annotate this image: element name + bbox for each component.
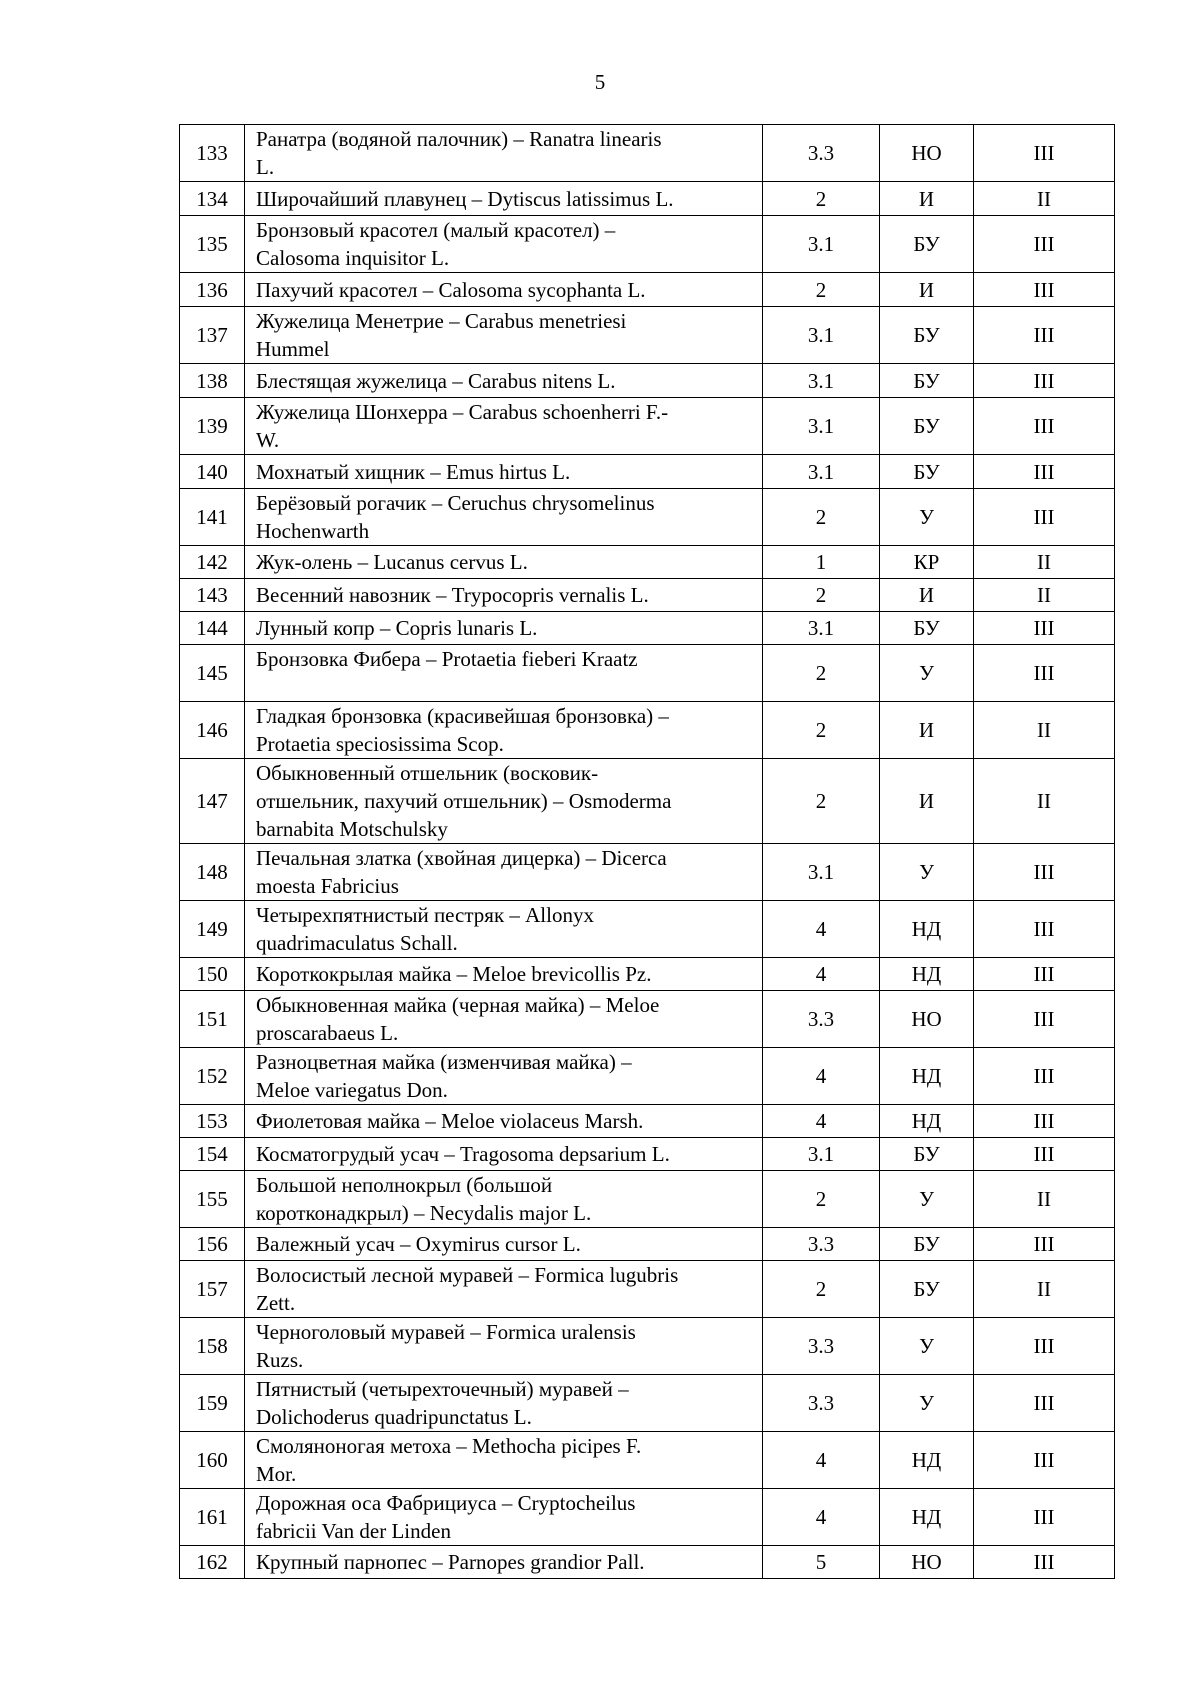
category-cell: 3.1 bbox=[763, 216, 880, 273]
species-name-cell: Мохнатый хищник – Emus hirtus L. bbox=[245, 455, 763, 489]
row-number-cell: 157 bbox=[180, 1261, 245, 1318]
row-number-cell: 136 bbox=[180, 273, 245, 307]
species-name-cell: Косматогрудый усач – Tragosoma depsarium L. bbox=[245, 1138, 763, 1171]
category-cell: 3.1 bbox=[763, 1138, 880, 1171]
row-number-cell: 138 bbox=[180, 364, 245, 398]
status-cell: НД bbox=[880, 1432, 974, 1489]
red-book-cell: III bbox=[974, 1228, 1115, 1261]
red-book-cell: III bbox=[974, 1318, 1115, 1375]
category-cell: 2 bbox=[763, 1171, 880, 1228]
status-cell: БУ bbox=[880, 1261, 974, 1318]
category-cell: 4 bbox=[763, 901, 880, 958]
table-row bbox=[180, 546, 1115, 579]
red-book-cell: III bbox=[974, 844, 1115, 901]
row-number-cell: 143 bbox=[180, 579, 245, 612]
row-number-cell: 140 bbox=[180, 455, 245, 489]
red-book-cell: III bbox=[974, 901, 1115, 958]
species-name-cell: Жук-олень – Lucanus cervus L. bbox=[245, 546, 763, 579]
species-name-cell: Широчайший плавунец – Dytiscus latissimus L. bbox=[245, 182, 763, 216]
row-number-cell: 153 bbox=[180, 1105, 245, 1138]
table-row bbox=[180, 1375, 1115, 1432]
status-cell: И bbox=[880, 759, 974, 844]
category-cell: 2 bbox=[763, 1261, 880, 1318]
table-row bbox=[180, 612, 1115, 645]
status-cell: НД bbox=[880, 1489, 974, 1546]
row-number-cell: 137 bbox=[180, 307, 245, 364]
red-book-cell: II bbox=[974, 702, 1115, 759]
status-cell: НО bbox=[880, 125, 974, 182]
category-cell: 3.3 bbox=[763, 1375, 880, 1432]
table-row bbox=[180, 1432, 1115, 1489]
row-number-cell: 150 bbox=[180, 958, 245, 991]
table-row bbox=[180, 1318, 1115, 1375]
row-number-cell: 133 bbox=[180, 125, 245, 182]
red-book-cell: III bbox=[974, 1105, 1115, 1138]
table-row bbox=[180, 991, 1115, 1048]
page-number: 5 bbox=[594, 70, 606, 94]
species-name-cell: Фиолетовая майка – Meloe violaceus Marsh. bbox=[245, 1105, 763, 1138]
red-book-cell: III bbox=[974, 273, 1115, 307]
species-name-cell: Ранатра (водяной палочник) – Ranatra linearis L. bbox=[245, 125, 763, 182]
status-cell: БУ bbox=[880, 216, 974, 273]
table-row bbox=[180, 901, 1115, 958]
category-cell: 4 bbox=[763, 1105, 880, 1138]
species-name-cell: Печальная златка (хвойная дицерка) – Dicerca moesta Fabricius bbox=[245, 844, 763, 901]
row-number-cell: 161 bbox=[180, 1489, 245, 1546]
category-cell: 3.1 bbox=[763, 455, 880, 489]
species-name-cell: Дорожная оса Фабрициуса – Cryptocheilus fabricii Van der Linden bbox=[245, 1489, 763, 1546]
red-book-cell: III bbox=[974, 645, 1115, 702]
table-row bbox=[180, 125, 1115, 182]
row-number-cell: 144 bbox=[180, 612, 245, 645]
table-row bbox=[180, 307, 1115, 364]
red-book-cell: II bbox=[974, 1171, 1115, 1228]
red-book-cell: III bbox=[974, 1375, 1115, 1432]
red-book-cell: III bbox=[974, 1138, 1115, 1171]
status-cell: КР bbox=[880, 546, 974, 579]
category-cell: 3.3 bbox=[763, 1228, 880, 1261]
status-cell: БУ bbox=[880, 612, 974, 645]
status-cell: НД bbox=[880, 958, 974, 991]
species-name-cell: Разноцветная майка (изменчивая майка) – Meloe variegatus Don. bbox=[245, 1048, 763, 1105]
table-row bbox=[180, 579, 1115, 612]
table-row bbox=[180, 1228, 1115, 1261]
category-cell: 3.3 bbox=[763, 1318, 880, 1375]
row-number-cell: 135 bbox=[180, 216, 245, 273]
row-number-cell: 160 bbox=[180, 1432, 245, 1489]
table-row bbox=[180, 1105, 1115, 1138]
table-row bbox=[180, 844, 1115, 901]
status-cell: НД bbox=[880, 1048, 974, 1105]
row-number-cell: 158 bbox=[180, 1318, 245, 1375]
red-book-cell: II bbox=[974, 1261, 1115, 1318]
table-row bbox=[180, 182, 1115, 216]
status-cell: У bbox=[880, 1375, 974, 1432]
red-book-cell: III bbox=[974, 612, 1115, 645]
status-cell: БУ bbox=[880, 455, 974, 489]
table-row bbox=[180, 489, 1115, 546]
row-number-cell: 156 bbox=[180, 1228, 245, 1261]
red-book-cell: III bbox=[974, 991, 1115, 1048]
status-cell: БУ bbox=[880, 1138, 974, 1171]
category-cell: 3.1 bbox=[763, 398, 880, 455]
status-cell: И bbox=[880, 702, 974, 759]
category-cell: 3.1 bbox=[763, 307, 880, 364]
status-cell: БУ bbox=[880, 307, 974, 364]
species-name-cell: Бронзовый красотел (малый красотел) – Calosoma inquisitor L. bbox=[245, 216, 763, 273]
status-cell: И bbox=[880, 273, 974, 307]
row-number-cell: 159 bbox=[180, 1375, 245, 1432]
species-name-cell: Берёзовый рогачик – Ceruchus chrysomelinus Hochenwarth bbox=[245, 489, 763, 546]
status-cell: НД bbox=[880, 901, 974, 958]
status-cell: У bbox=[880, 1318, 974, 1375]
row-number-cell: 147 bbox=[180, 759, 245, 844]
table-row bbox=[180, 702, 1115, 759]
table-row bbox=[180, 364, 1115, 398]
red-book-cell: III bbox=[974, 125, 1115, 182]
category-cell: 4 bbox=[763, 1048, 880, 1105]
table-row bbox=[180, 216, 1115, 273]
status-cell: НО bbox=[880, 991, 974, 1048]
red-book-cell: II bbox=[974, 182, 1115, 216]
species-table-body bbox=[180, 125, 1115, 1579]
category-cell: 4 bbox=[763, 958, 880, 991]
category-cell: 5 bbox=[763, 1546, 880, 1579]
species-name-cell: Четырехпятнистый пестряк – Allonyx quadrimaculatus Schall. bbox=[245, 901, 763, 958]
species-name-cell: Валежный усач – Oxymirus cursor L. bbox=[245, 1228, 763, 1261]
category-cell: 2 bbox=[763, 273, 880, 307]
category-cell: 2 bbox=[763, 182, 880, 216]
category-cell: 4 bbox=[763, 1432, 880, 1489]
table-row bbox=[180, 1048, 1115, 1105]
row-number-cell: 142 bbox=[180, 546, 245, 579]
species-name-cell: Жужелица Менетрие – Carabus menetriesi Hummel bbox=[245, 307, 763, 364]
category-cell: 4 bbox=[763, 1489, 880, 1546]
table-row bbox=[180, 1171, 1115, 1228]
row-number-cell: 139 bbox=[180, 398, 245, 455]
status-cell: И bbox=[880, 579, 974, 612]
row-number-cell: 145 bbox=[180, 645, 245, 702]
red-book-cell: III bbox=[974, 307, 1115, 364]
red-book-cell: II bbox=[974, 546, 1115, 579]
species-name-cell: Обыкновенный отшельник (восковик- отшельник, пахучий отшельник) – Osmoderma barnabita Motschulsky bbox=[245, 759, 763, 844]
row-number-cell: 141 bbox=[180, 489, 245, 546]
status-cell: У bbox=[880, 1171, 974, 1228]
table-row bbox=[180, 1489, 1115, 1546]
table-row bbox=[180, 1138, 1115, 1171]
status-cell: БУ bbox=[880, 364, 974, 398]
category-cell: 2 bbox=[763, 489, 880, 546]
category-cell: 2 bbox=[763, 579, 880, 612]
red-book-cell: III bbox=[974, 489, 1115, 546]
status-cell: У bbox=[880, 645, 974, 702]
species-name-cell: Пахучий красотел – Calosoma sycophanta L. bbox=[245, 273, 763, 307]
red-book-cell: II bbox=[974, 579, 1115, 612]
row-number-cell: 149 bbox=[180, 901, 245, 958]
status-cell: И bbox=[880, 182, 974, 216]
row-number-cell: 146 bbox=[180, 702, 245, 759]
species-name-cell: Большой неполнокрыл (большой коротконадкрыл) – Necydalis major L. bbox=[245, 1171, 763, 1228]
row-number-cell: 154 bbox=[180, 1138, 245, 1171]
category-cell: 3.3 bbox=[763, 125, 880, 182]
row-number-cell: 152 bbox=[180, 1048, 245, 1105]
red-book-cell: III bbox=[974, 1432, 1115, 1489]
red-book-cell: III bbox=[974, 958, 1115, 991]
species-name-cell: Крупный парнопес – Parnopes grandior Pall. bbox=[245, 1546, 763, 1579]
table-row bbox=[180, 759, 1115, 844]
row-number-cell: 151 bbox=[180, 991, 245, 1048]
species-table bbox=[179, 124, 1115, 1579]
species-name-cell: Блестящая жужелица – Carabus nitens L. bbox=[245, 364, 763, 398]
status-cell: НД bbox=[880, 1105, 974, 1138]
status-cell: У bbox=[880, 489, 974, 546]
red-book-cell: III bbox=[974, 1048, 1115, 1105]
red-book-cell: III bbox=[974, 455, 1115, 489]
row-number-cell: 134 bbox=[180, 182, 245, 216]
row-number-cell: 155 bbox=[180, 1171, 245, 1228]
status-cell: НО bbox=[880, 1546, 974, 1579]
row-number-cell: 148 bbox=[180, 844, 245, 901]
red-book-cell: III bbox=[974, 1546, 1115, 1579]
species-name-cell: Весенний навозник – Trypocopris vernalis L. bbox=[245, 579, 763, 612]
species-name-cell: Пятнистый (четырехточечный) муравей – Dolichoderus quadripunctatus L. bbox=[245, 1375, 763, 1432]
status-cell: БУ bbox=[880, 398, 974, 455]
category-cell: 3.3 bbox=[763, 991, 880, 1048]
table-row bbox=[180, 645, 1115, 702]
row-number-cell: 162 bbox=[180, 1546, 245, 1579]
red-book-cell: II bbox=[974, 759, 1115, 844]
species-name-cell: Короткокрылая майка – Meloe brevicollis Pz. bbox=[245, 958, 763, 991]
table-row bbox=[180, 1261, 1115, 1318]
category-cell: 3.1 bbox=[763, 364, 880, 398]
species-name-cell: Бронзовка Фибера – Protaetia fieberi Kraatz bbox=[245, 645, 763, 702]
category-cell: 2 bbox=[763, 645, 880, 702]
table-row bbox=[180, 398, 1115, 455]
status-cell: БУ bbox=[880, 1228, 974, 1261]
category-cell: 2 bbox=[763, 759, 880, 844]
species-name-cell: Обыкновенная майка (черная майка) – Meloe proscarabaeus L. bbox=[245, 991, 763, 1048]
red-book-cell: III bbox=[974, 364, 1115, 398]
species-name-cell: Гладкая бронзовка (красивейшая бронзовка) – Protaetia speciosissima Scop. bbox=[245, 702, 763, 759]
category-cell: 3.1 bbox=[763, 844, 880, 901]
table-row bbox=[180, 273, 1115, 307]
table-row bbox=[180, 455, 1115, 489]
species-name-cell: Смоляноногая метоха – Methocha picipes F. Mor. bbox=[245, 1432, 763, 1489]
red-book-cell: III bbox=[974, 1489, 1115, 1546]
category-cell: 1 bbox=[763, 546, 880, 579]
species-name-cell: Жужелица Шонхерра – Carabus schoenherri F.- W. bbox=[245, 398, 763, 455]
red-book-cell: III bbox=[974, 398, 1115, 455]
species-name-cell: Лунный копр – Copris lunaris L. bbox=[245, 612, 763, 645]
category-cell: 3.1 bbox=[763, 612, 880, 645]
species-name-cell: Волосистый лесной муравей – Formica lugubris Zett. bbox=[245, 1261, 763, 1318]
table-row bbox=[180, 958, 1115, 991]
species-name-cell: Черноголовый муравей – Formica uralensis Ruzs. bbox=[245, 1318, 763, 1375]
category-cell: 2 bbox=[763, 702, 880, 759]
red-book-cell: III bbox=[974, 216, 1115, 273]
status-cell: У bbox=[880, 844, 974, 901]
table-row bbox=[180, 1546, 1115, 1579]
